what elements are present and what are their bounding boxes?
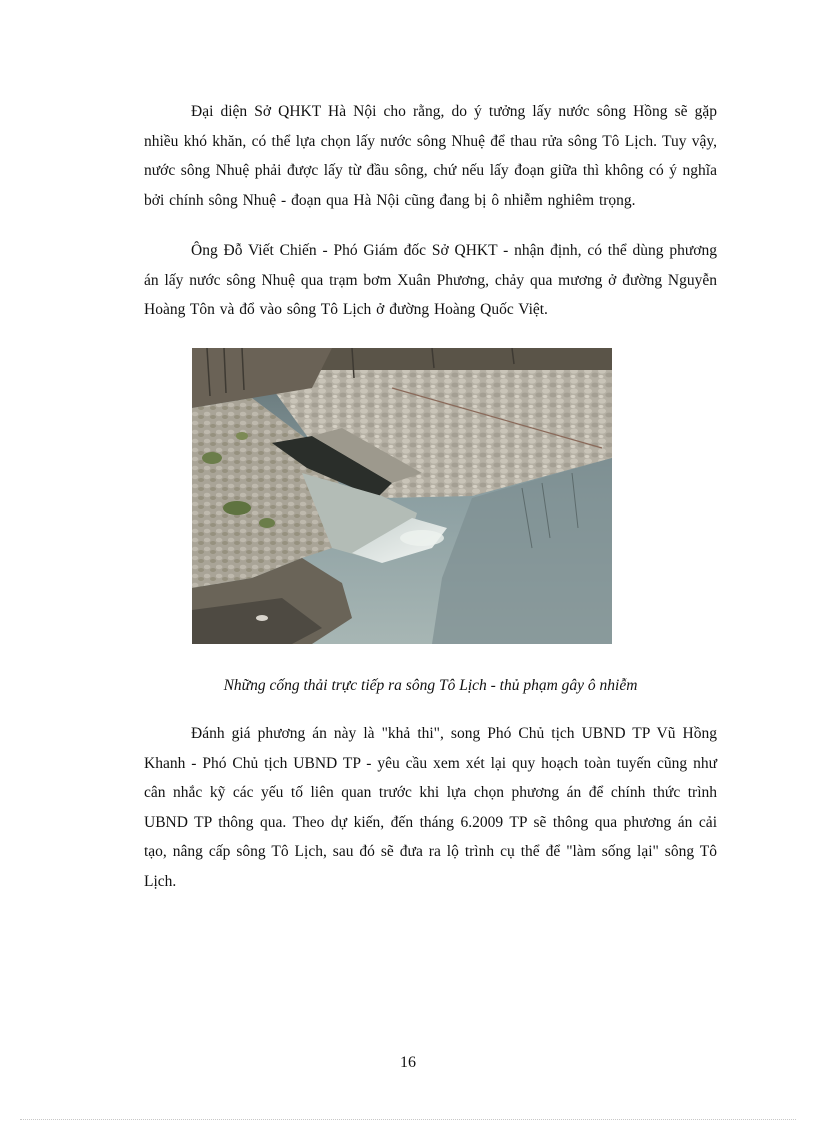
paragraph-1: Đại diện Sở QHKT Hà Nội cho rằng, do ý tưởng lấy nước sông Hồng sẽ gặp nhiều khó khăn, có thể lựa chọn lấy nước sông Nhuệ để thau rửa sông Tô Lịch. Tuy vậy, nước sông Nhuệ phải được lấy từ đầu sông, chứ nếu lấy đoạn giữa thì không có ý nghĩa bởi chính sông Nhuệ - đoạn qua Hà Nội cũng đang bị ô nhiễm nghiêm trọng. [144, 103, 717, 209]
page-number: 16 [400, 1054, 416, 1071]
page-bottom-rule [20, 1119, 796, 1120]
paragraph-3: Đánh giá phương án này là "khả thi", song Phó Chủ tịch UBND TP Vũ Hồng Khanh - Phó Chủ tịch UBND TP - yêu cầu xem xét lại quy hoạch toàn tuyến cũng như cân nhắc kỹ các yếu tố liên quan trước khi lựa chọn phương án để chính thức trình UBND TP thông qua. Theo dự kiến, đến tháng 6.2009 TP sẽ thông qua phương án cải tạo, nâng cấp sông Tô Lịch, sau đó sẽ đưa ra lộ trình cụ thể để "làm sống lại" sông Tô Lịch. [144, 725, 717, 890]
river-outfall-photo [192, 348, 612, 644]
paragraph-2: Ông Đỗ Viết Chiến - Phó Giám đốc Sở QHKT - nhận định, có thể dùng phương án lấy nước sông Nhuệ qua trạm bơm Xuân Phương, chảy qua mương ở đường Nguyễn Hoàng Tôn và đổ vào sông Tô Lịch ở đường Hoàng Quốc Việt. [144, 242, 717, 318]
figure-caption: Những cống thải trực tiếp ra sông Tô Lịch - thủ phạm gây ô nhiễm [223, 677, 638, 694]
